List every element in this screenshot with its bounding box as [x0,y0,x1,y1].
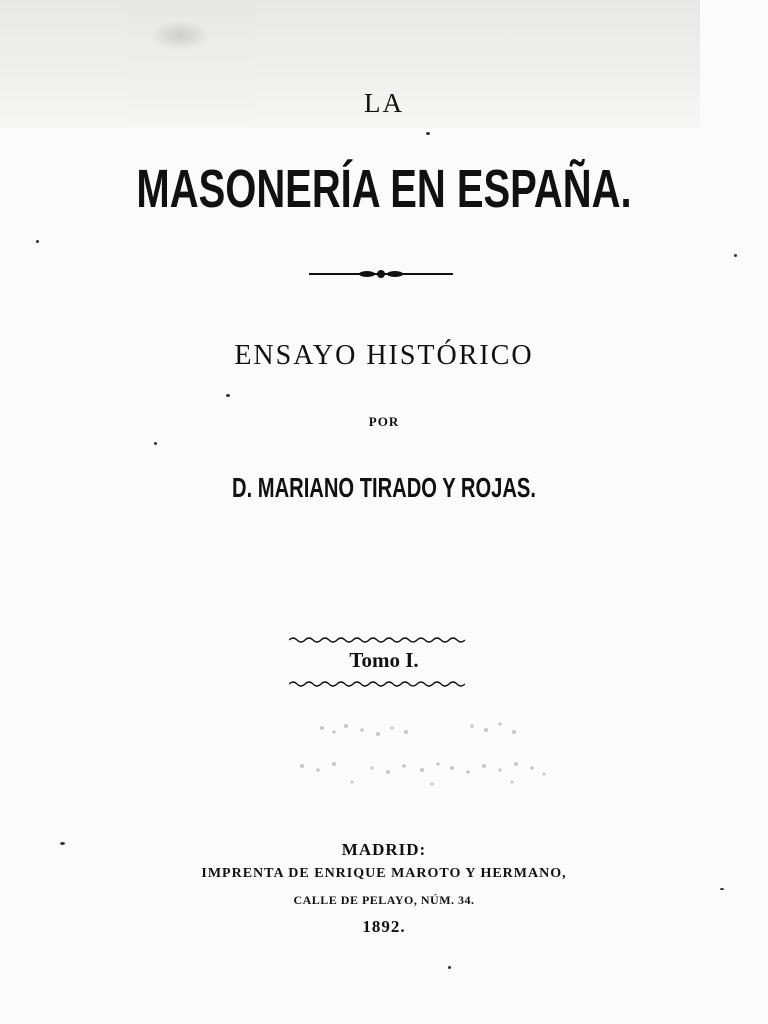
ink-speck [226,394,230,397]
by-label: POR [368,414,400,429]
faded-library-stamp [282,708,552,794]
ink-speck [154,442,157,445]
title-article: LA [364,88,404,118]
wavy-rule-top [289,636,465,644]
ink-speck [60,842,65,845]
author-name: D. MARIANO TIRADO Y ROJAS. [232,472,536,503]
imprint-printer: IMPRENTA DE ENRIQUE MAROTO Y HERMANO, [201,866,567,881]
ink-speck [720,888,724,890]
ink-speck [448,966,451,969]
volume-label: Tomo I. [349,648,419,672]
book-title: MASONERÍA EN ESPAÑA. [136,159,632,219]
imprint-address: CALLE DE PELAYO, NÚM. 34. [293,893,475,907]
ornamental-rule [309,268,453,280]
ink-speck [734,254,737,257]
ink-speck [36,240,39,243]
imprint-year: 1892. [362,917,406,936]
imprint-city: MADRID: [341,840,427,859]
ink-speck [426,132,430,135]
book-subtitle: ENSAYO HISTÓRICO [234,340,534,371]
wavy-rule-bottom [289,680,465,688]
